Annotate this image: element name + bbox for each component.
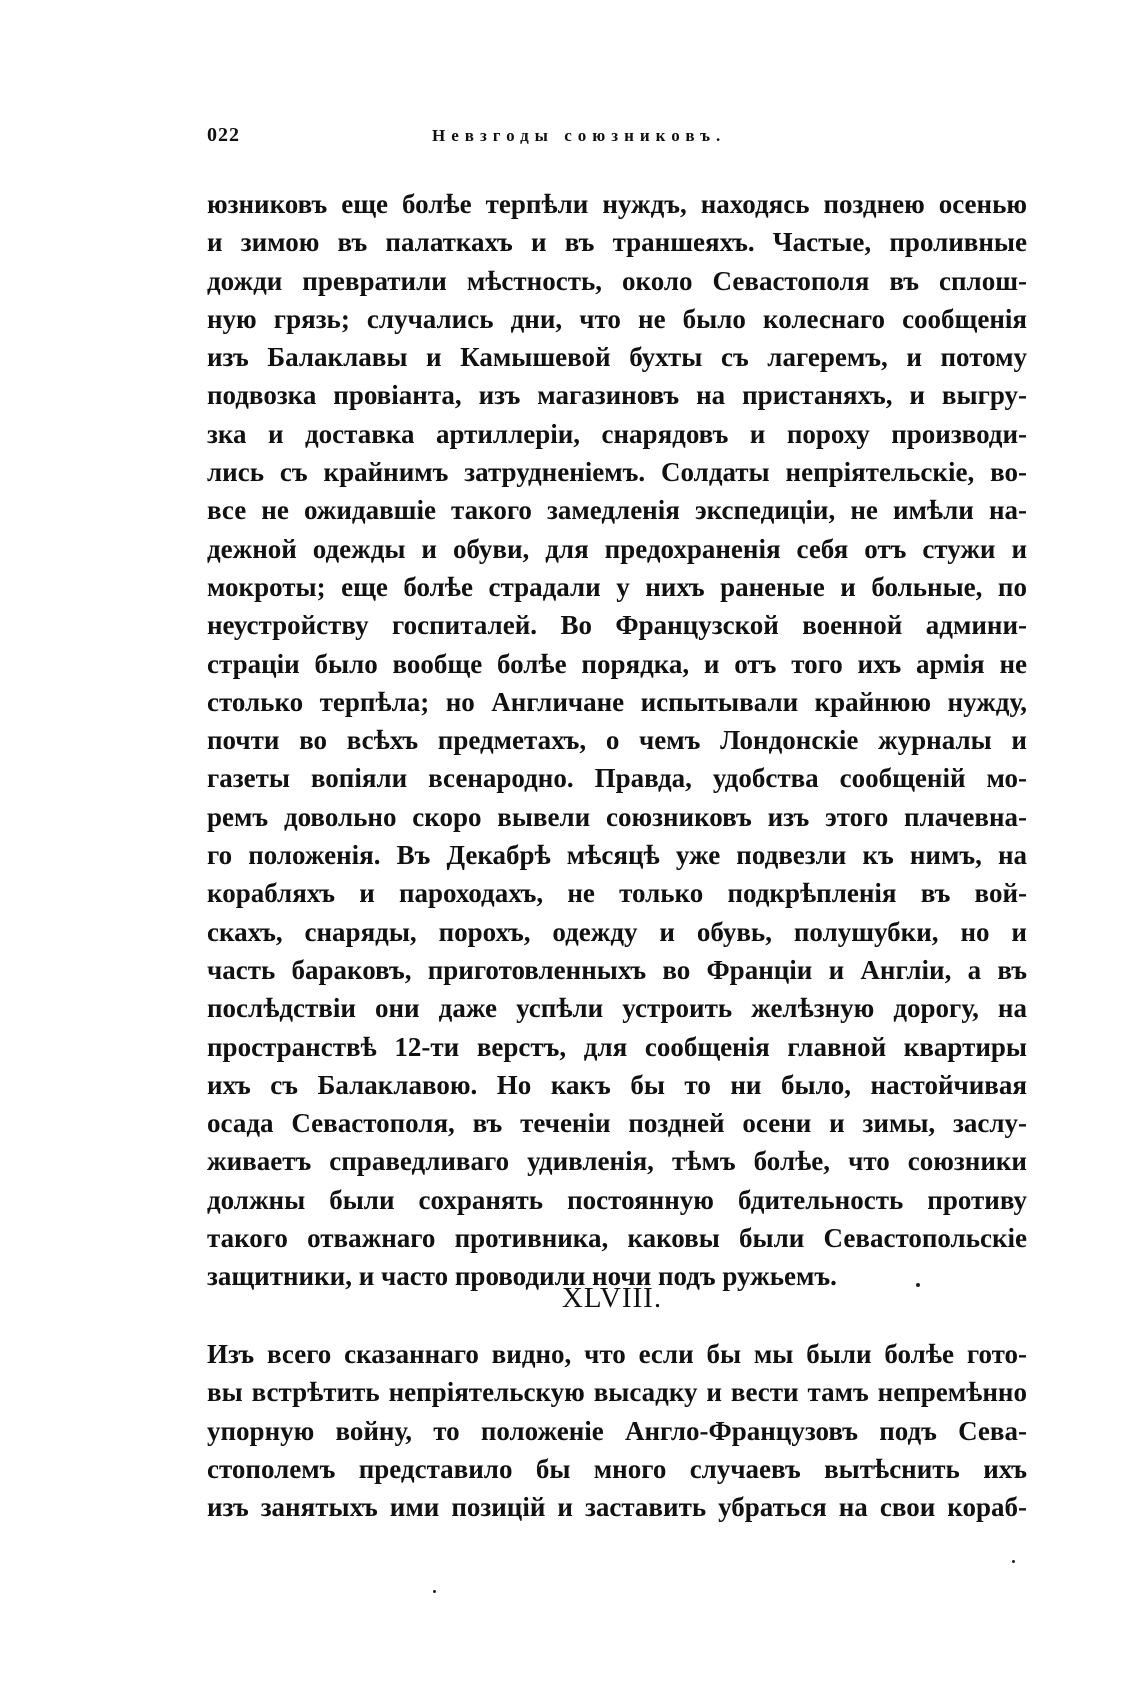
- text-line: мокроты; еще болѣе страдали у нихъ раненые и больные, по: [207, 571, 1027, 602]
- print-speck: [433, 1590, 436, 1593]
- text-line: ремъ довольно скоро вывели союзниковъ изъ этого плачевна-: [207, 801, 1027, 832]
- running-head: [207, 124, 1027, 154]
- text-line: и зимою въ палаткахъ и въ траншеяхъ. Частые, проливные: [207, 227, 1027, 258]
- section-number: XLVIII.: [561, 1282, 663, 1314]
- text-line: послѣдствіи они даже успѣли устроить желѣзную дорогу, на: [207, 993, 1027, 1024]
- text-line: го положенія. Въ Декабрѣ мѣсяцѣ уже подвезли къ нимъ, на: [207, 840, 1027, 871]
- paragraph-1: [207, 185, 1027, 1296]
- print-speck: [916, 1283, 920, 1287]
- paragraph-2: [207, 1335, 1027, 1526]
- text-line: страціи было вообще болѣе порядка, и отъ того ихъ армія не: [207, 648, 1027, 679]
- text-line: ную грязь; случались дни, что не было колеснаго сообщенія: [207, 303, 1027, 334]
- text-line: вы встрѣтить непріятельскую высадку и вести тамъ непремѣнно: [207, 1377, 1027, 1408]
- text-line: защитники, и часто проводили ночи подъ ружьемъ.: [207, 1261, 837, 1292]
- print-speck: [1012, 1560, 1015, 1563]
- text-line: корабляхъ и пароходахъ, не только подкрѣпленія въ вой-: [207, 878, 1027, 909]
- text-line: Изъ всего сказаннаго видно, что если бы мы были болѣе гото-: [207, 1339, 1027, 1369]
- text-line: газеты вопіяли всенародно. Правда, удобства сообщеній мо-: [207, 763, 1027, 794]
- text-line: дожди превратили мѣстность, около Севастополя въ сплош-: [207, 265, 1027, 296]
- text-line: изъ Балаклавы и Камышевой бухты съ лагеремъ, и потому: [207, 342, 1027, 373]
- text-line: юзниковъ еще болѣе терпѣли нуждъ, находясь позднею осенью: [207, 189, 1027, 219]
- text-line: упорную войну, то положеніе Англо-Французовъ подъ Сева-: [207, 1415, 1027, 1446]
- text-line: пространствѣ 12-ти верстъ, для сообщенія главной квартиры: [207, 1031, 1027, 1062]
- page-number: 022: [207, 124, 240, 146]
- text-line: стополемъ представило бы много случаевъ вытѣснить ихъ: [207, 1453, 1027, 1484]
- text-line: неустройству госпиталей. Во Французской военной админи-: [207, 610, 1027, 641]
- text-line: часть бараковъ, приготовленныхъ во Франціи и Англіи, а въ: [207, 954, 1027, 985]
- text-line: изъ занятыхъ ими позицій и заставить убраться на свои кораб-: [207, 1492, 1027, 1523]
- text-line: живаетъ справедливаго удивленія, тѣмъ болѣе, что союзники: [207, 1146, 1027, 1177]
- section-heading: [0, 1282, 1140, 1315]
- text-line: подвозка провіанта, изъ магазиновъ на пристаняхъ, и выгру-: [207, 380, 1027, 411]
- text-line: дежной одежды и обуви, для предохраненія себя отъ стужи и: [207, 533, 1027, 564]
- text-line: лись съ крайнимъ затрудненіемъ. Солдаты непріятельскіе, во-: [207, 457, 1027, 488]
- text-line: столько терпѣла; но Англичане испытывали крайнюю нужду,: [207, 686, 1027, 717]
- text-line: скахъ, снаряды, порохъ, одежду и обувь, полушубки, но и: [207, 916, 1027, 947]
- running-title: Невзгоды союзниковъ.: [432, 126, 727, 145]
- text-line: ихъ съ Балаклавою. Но какъ бы то ни было, настойчивая: [207, 1069, 1027, 1100]
- text-line: почти во всѣхъ предметахъ, о чемъ Лондонскіе журналы и: [207, 725, 1027, 756]
- text-line: такого отважнаго противника, каковы были Севастопольскіе: [207, 1223, 1027, 1254]
- text-line: осада Севастополя, въ теченіи поздней осени и зимы, заслу-: [207, 1108, 1027, 1139]
- text-line: зка и доставка артиллеріи, снарядовъ и пороху производи-: [207, 418, 1027, 449]
- text-line: все не ожидавшіе такого замедленія экспедиціи, не имѣли на-: [207, 495, 1027, 526]
- text-line: должны были сохранять постоянную бдительность противу: [207, 1184, 1027, 1215]
